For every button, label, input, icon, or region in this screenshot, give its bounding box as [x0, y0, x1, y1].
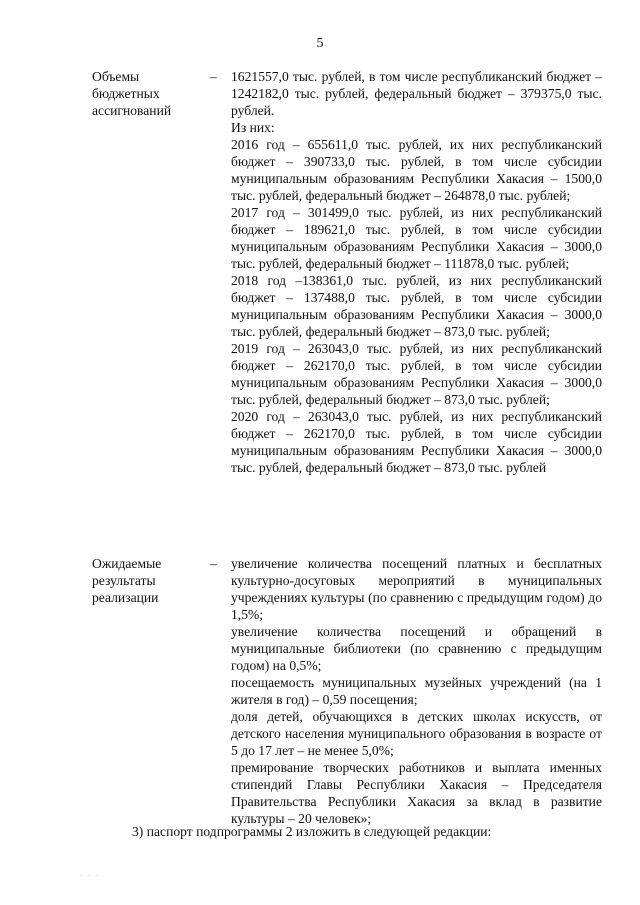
label-line: Ожидаемые [92, 556, 162, 571]
result-paragraph: премирование творческих работников и выплата именных стипендий Главы Республики Хакасия – Председателя Правительства Республики Хакасия за вклад в развитие культуры – 20 человек»; [231, 760, 602, 826]
label-line: бюджетных [92, 86, 160, 101]
row-label-results [92, 555, 202, 606]
label-line: ассигнований [92, 103, 172, 118]
scan-artifact: · · · [80, 872, 101, 880]
row-dash: – [210, 556, 217, 571]
result-paragraph: увеличение количества посещений платных и бесплатных культурно-досуговых мероприятий в муниципальных учреждениях культуры (по сравнению с предыдущим годом) до 1,5%; [231, 556, 602, 622]
budget-2020-paragraph: 2020 год – 263043,0 тыс. рублей, из них республиканский бюджет – 262170,0 тыс. рублей, в том числе субсидии муниципальным образованиям Республики Хакасия – 3000,0 тыс. рублей, федеральный бюджет – 873,0 тыс. рублей [231, 409, 602, 475]
result-paragraph: увеличение количества посещений и обращений в муниципальные библиотеки (по сравнению с предыдущим годом) на 0,5%; [231, 624, 602, 673]
result-paragraph: доля детей, обучающихся в детских школах искусств, от детского населения муниципального образования в возрасте от 5 до 17 лет – не менее 5,0%; [231, 709, 602, 758]
budget-2019-paragraph: 2019 год – 263043,0 тыс. рублей, из них республиканский бюджет – 262170,0 тыс. рублей, в том числе субсидии муниципальным образованиям Республики Хакасия – 3000,0 тыс. рублей, федеральный бюджет – 873,0 тыс. рублей; [231, 341, 602, 407]
budget-2018-paragraph: 2018 год –138361,0 тыс. рублей, из них республиканский бюджет – 137488,0 тыс. рублей, в том числе субсидии муниципальным образованиям Республики Хакасия – 3000,0 тыс. рублей, федеральный бюджет – 873,0 тыс. рублей; [231, 273, 602, 339]
footer-instruction: 3) паспорт подпрограммы 2 изложить в следующей редакции: [132, 824, 492, 839]
result-paragraph: посещаемость муниципальных музейных учреждений (на 1 жителя в год) – 0,59 посещения; [231, 675, 602, 707]
row-content-budget [231, 68, 602, 476]
row-content-results [231, 555, 602, 827]
row-label-budget [92, 68, 202, 119]
label-line: Объемы [92, 69, 140, 84]
row-dash: – [210, 69, 217, 84]
label-line: результаты [92, 573, 156, 588]
page-number: 5 [316, 36, 324, 51]
budget-total-paragraph: 1621557,0 тыс. рублей, в том числе республиканский бюджет – 1242182,0 тыс. рублей, федеральный бюджет – 379375,0 тыс. рублей. [231, 69, 602, 118]
budget-2017-paragraph: 2017 год – 301499,0 тыс. рублей, из них республиканский бюджет – 189621,0 тыс. рублей, в том числе субсидии муниципальным образованиям Республики Хакасия – 3000,0 тыс. рублей, федеральный бюджет – 111878,0 тыс. рублей; [231, 205, 602, 271]
budget-2016-paragraph: 2016 год – 655611,0 тыс. рублей, их них республиканский бюджет – 390733,0 тыс. рублей, в том числе субсидии муниципальным образованиям Республики Хакасия – 1500,0 тыс. рублей, федеральный бюджет – 264878,0 тыс. рублей; [231, 137, 602, 203]
label-line: реализации [92, 590, 159, 605]
budget-intro-paragraph: Из них: [231, 120, 275, 135]
